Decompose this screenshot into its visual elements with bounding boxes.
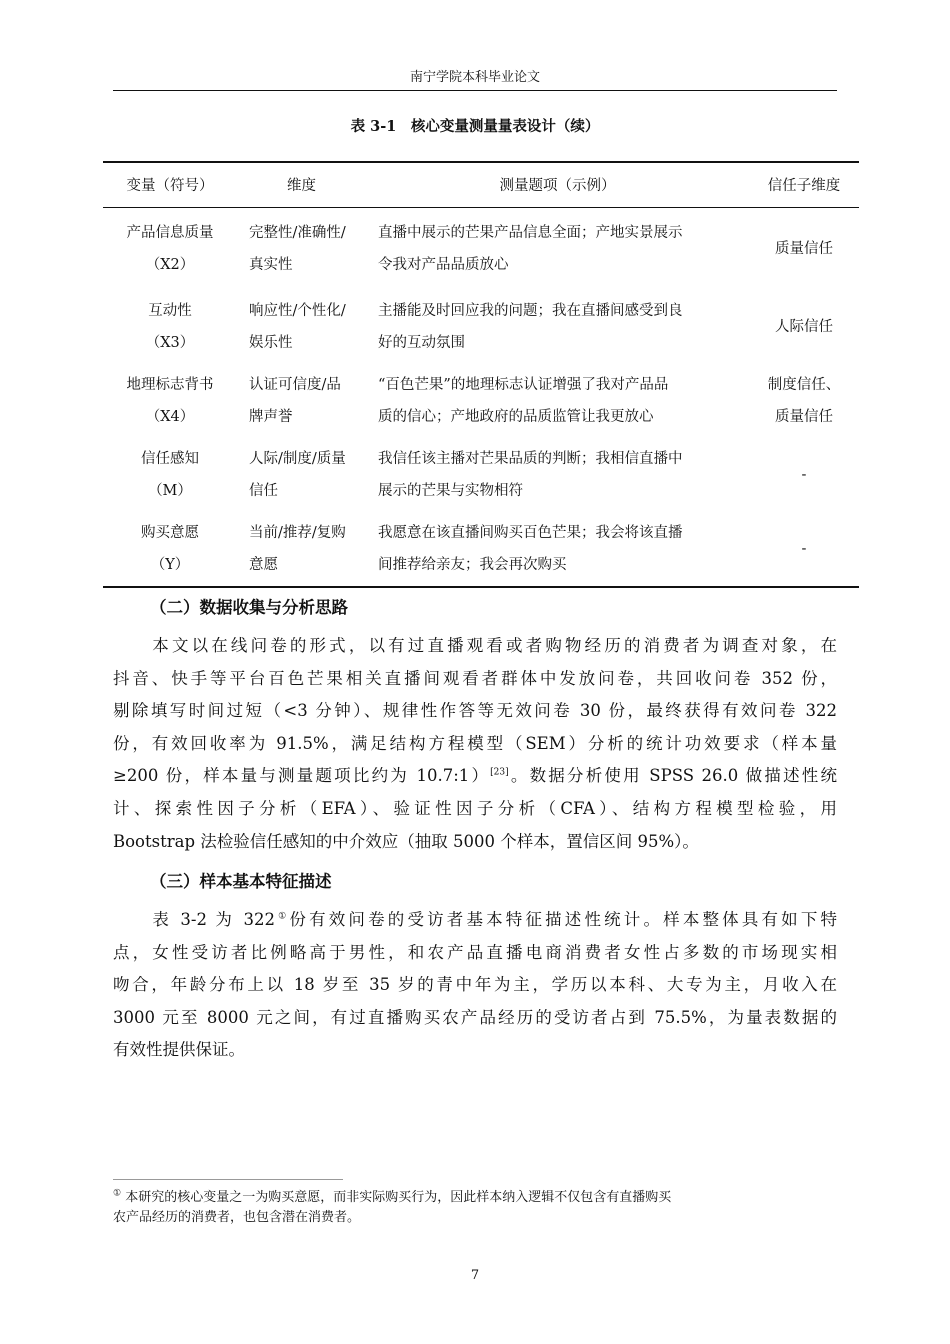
section-heading: （二）数据收集与分析思路: [150, 598, 348, 617]
cell-item: [366, 207, 749, 290]
cell-line: 人际信任: [775, 319, 833, 335]
cell-line: 完整性/准确性/: [249, 224, 346, 241]
cell-line: 我愿意在该直播间购买百色芒果；我会将该直播: [378, 525, 683, 541]
footnote: [113, 1188, 837, 1228]
text-segment: ≥200 份，样本量与测量题项比约为 10.7:1）: [113, 766, 491, 786]
cell-line: 人际/制度/质量: [249, 451, 346, 467]
column-header: 测量题项（示例）: [366, 163, 749, 207]
cell-dimension: [237, 290, 366, 364]
cell-trust: [749, 290, 859, 364]
cell-line: 质量信任: [775, 409, 833, 425]
cell-line: （X2）: [145, 256, 195, 273]
text-line: [113, 904, 837, 937]
footnote-line: [113, 1188, 837, 1208]
running-header: 南宁学院本科毕业论文: [409, 70, 540, 85]
cell-line: 互动性: [148, 303, 192, 319]
text-segment: 本研究的核心变量之一为购买意愿，而非实际购买行为，因此样本纳入逻辑不仅包含有直播购买: [121, 1190, 672, 1205]
column-header: 信任子维度: [749, 163, 859, 207]
cell-trust: [749, 207, 859, 290]
cell-line: 牌声誉: [249, 409, 293, 425]
cell-line: 购买意愿: [141, 525, 199, 541]
text-segment: 份有效问卷的受访者基本特征描述性统计。样本整体具有如下特: [289, 910, 838, 929]
citation-mark: [23]: [490, 767, 509, 778]
table-row: [103, 290, 859, 364]
cell-line: （X4）: [145, 409, 195, 425]
page-number: 7: [470, 1268, 480, 1283]
cell-line: 信任感知: [141, 451, 199, 467]
text-line: 抖音、快手等平台百色芒果相关直播间观看者群体中发放问卷，共回收问卷 352 份，: [113, 668, 837, 688]
text-segment: 。数据分析使用 SPSS 26.0 做描述性统: [508, 766, 837, 786]
table-row: [103, 438, 859, 512]
cell-dimension: [237, 207, 366, 290]
table-caption: 表 3-1 核心变量测量量表设计（续）: [350, 118, 600, 135]
text-segment: 表 3-2 为 322: [113, 910, 275, 929]
cell-variable: [103, 512, 237, 586]
cell-line: （Y）: [150, 557, 190, 573]
column-header: 维度: [237, 163, 366, 207]
cell-line: 地理标志背书: [126, 377, 214, 393]
table-row: [103, 207, 859, 290]
cell-line: “百色芒果”的地理标志认证增强了我对产品品: [378, 377, 669, 393]
cell-line: 信任: [249, 483, 278, 499]
cell-line: （M）: [148, 483, 192, 499]
text-line: 3000 元至 8000 元之间，有过直播购买农产品经历的受访者占到 75.5%，为量表数据的: [113, 1007, 837, 1027]
cell-line: （X3）: [145, 335, 195, 351]
cell-line: 直播中展示的芒果产品信息全面；产地实景展示: [378, 224, 683, 241]
cell-line: 质的信心；产地政府的品质监管让我更放心: [378, 409, 654, 425]
table-row: [103, 512, 859, 586]
text-line: 吻合，年龄分布上以 18 岁至 35 岁的青中年为主，学历以本科、大专为主，月收入在: [113, 975, 837, 995]
table-row: [103, 364, 859, 438]
cell-item: [366, 364, 749, 438]
paragraph-sample-description: [113, 904, 837, 1067]
cell-line: 真实性: [249, 256, 293, 273]
footnote-line: 农产品经历的消费者，也包含潜在消费者。: [113, 1210, 361, 1225]
cell-line: 认证可信度/品: [249, 377, 341, 393]
text-line: 剔除填写时间过短（<3 分钟）、规律性作答等无效问卷 30 份，最终获得有效问卷 322: [113, 701, 837, 721]
column-header: 变量（符号）: [103, 163, 237, 207]
cell-line: 娱乐性: [249, 335, 293, 351]
table-header-row: [103, 163, 859, 207]
footnote-rule: [113, 1179, 343, 1180]
cell-line: 间推荐给亲友；我会再次购买: [378, 557, 567, 573]
cell-trust: [749, 438, 859, 512]
cell-line: 制度信任、: [767, 377, 841, 393]
cell-line: 令我对产品品质放心: [378, 256, 509, 273]
paragraph-data-collection: [113, 630, 837, 858]
cell-variable: [103, 438, 237, 512]
cell-line: 意愿: [249, 557, 278, 573]
cell-line: 质量信任: [775, 240, 833, 257]
text-line: Bootstrap 法检验信任感知的中介效应（抽取 5000 个样本，置信区间 95%）。: [113, 831, 699, 851]
cell-dimension: [237, 438, 366, 512]
cell-item: [366, 438, 749, 512]
cell-line: 当前/推荐/复购: [249, 525, 346, 541]
text-line: 计、探索性因子分析（EFA）、验证性因子分析（CFA）、结构方程模型检验，用: [113, 798, 837, 818]
cell-line: 展示的芒果与实物相符: [378, 483, 523, 499]
cell-dimension: [237, 364, 366, 438]
cell-line: -: [801, 467, 807, 483]
cell-item: [366, 512, 749, 586]
footnote-mark: ①: [275, 911, 290, 922]
section-heading: （三）样本基本特征描述: [150, 872, 332, 891]
text-line: [113, 760, 837, 793]
cell-variable: [103, 290, 237, 364]
text-line: 点，女性受访者比例略高于男性，和农产品直播电商消费者女性占多数的市场现实相: [113, 942, 837, 962]
cell-line: 主播能及时回应我的问题；我在直播间感受到良: [378, 303, 683, 319]
header-rule: [113, 90, 837, 91]
text-line: 本文以在线问卷的形式，以有过直播观看或者购物经历的消费者为调查对象，在: [113, 636, 837, 655]
footnote-mark: ①: [113, 1188, 122, 1199]
cell-line: -: [801, 541, 807, 557]
cell-line: 好的互动氛围: [378, 335, 465, 351]
cell-line: 响应性/个性化/: [249, 303, 346, 319]
cell-line: 我信任该主播对芒果品质的判断；我相信直播中: [378, 451, 683, 467]
cell-trust: [749, 512, 859, 586]
variable-table: [103, 161, 859, 588]
text-line: 有效性提供保证。: [113, 1040, 245, 1060]
cell-line: 产品信息质量: [126, 224, 214, 241]
cell-variable: [103, 364, 237, 438]
cell-item: [366, 290, 749, 364]
cell-variable: [103, 207, 237, 290]
text-line: 份，有效回收率为 91.5%，满足结构方程模型（SEM）分析的统计功效要求（样本量: [113, 733, 837, 753]
cell-trust: [749, 364, 859, 438]
cell-dimension: [237, 512, 366, 586]
